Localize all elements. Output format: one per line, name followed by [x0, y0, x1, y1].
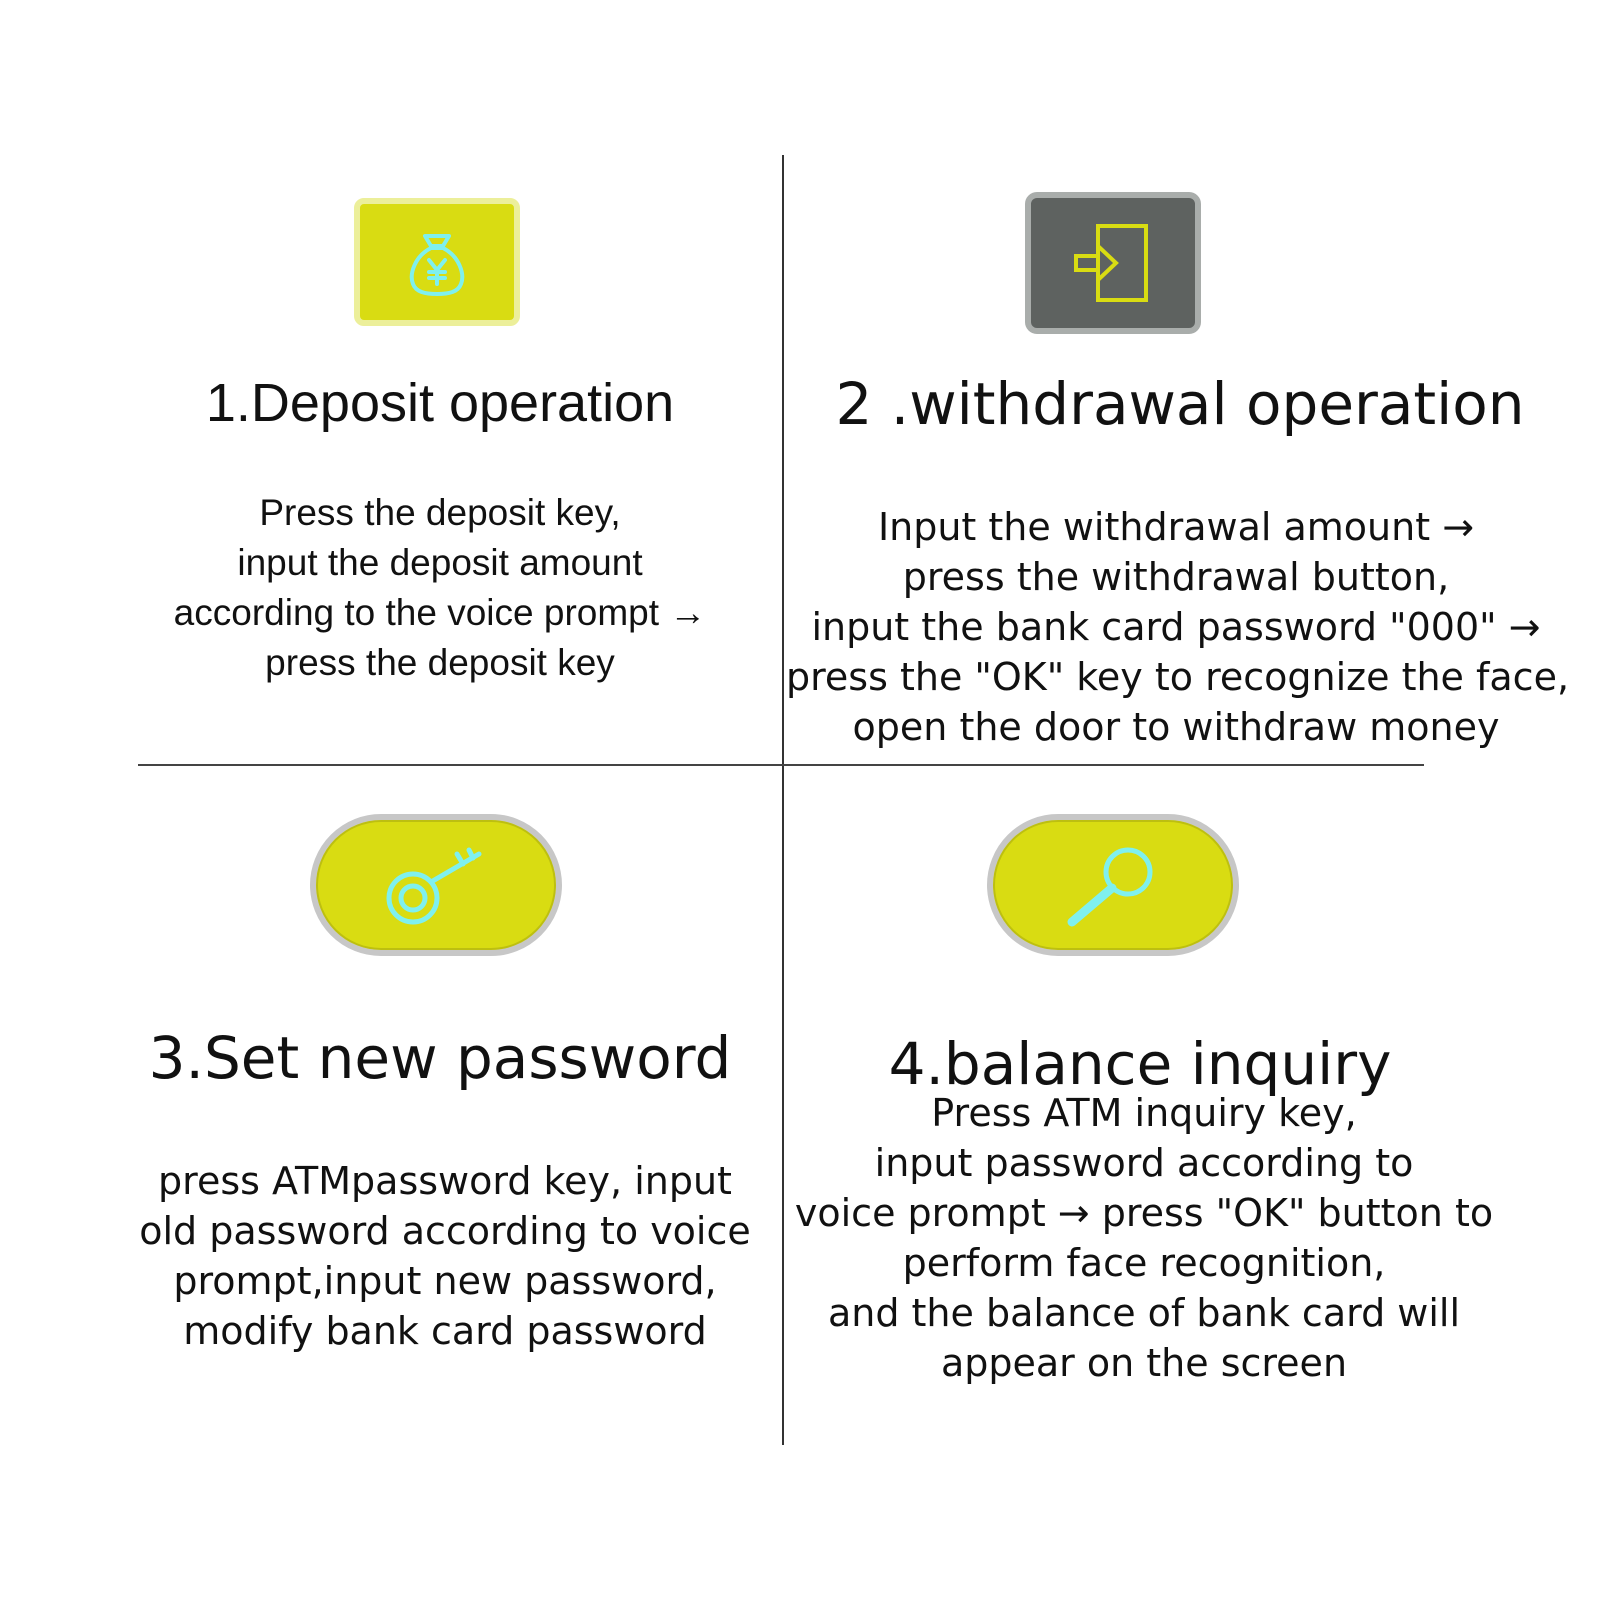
inquiry-line: input password according to [874, 1141, 1414, 1185]
password-title: 3.Set new password [148, 1024, 732, 1092]
magnifier-icon [1058, 840, 1168, 930]
deposit-line: according to the voice prompt → [173, 592, 707, 633]
deposit-title: 1.Deposit operation [205, 373, 675, 433]
withdrawal-description [786, 502, 1570, 752]
inquiry-line: voice prompt → press "OK" button to [794, 1191, 1494, 1235]
deposit-line: press the deposit key [265, 642, 615, 683]
deposit-line: Press the deposit key, [259, 492, 621, 533]
inquiry-line: appear on the screen [940, 1341, 1348, 1385]
key-icon [381, 840, 491, 930]
money-bag-yen-icon [397, 222, 477, 302]
horizontal-divider [138, 764, 1424, 766]
password-line: press ATMpassword key, input [158, 1159, 732, 1203]
inquiry-description [784, 1088, 1504, 1388]
password-line: prompt,input new password, [173, 1259, 717, 1303]
password-description [120, 1156, 770, 1356]
inquiry-title: 4.balance inquiry [888, 1030, 1392, 1098]
withdrawal-line: press the "OK" key to recognize the face, [786, 655, 1570, 699]
deposit-key-button[interactable] [354, 198, 520, 326]
inquiry-line: perform face recognition, [902, 1241, 1386, 1285]
deposit-line: input the deposit amount [237, 542, 643, 583]
password-line: modify bank card password [183, 1309, 707, 1353]
withdrawal-line: open the door to withdraw money [852, 705, 1500, 749]
password-key-button[interactable] [310, 814, 562, 956]
withdrawal-line: press the withdrawal button, [902, 555, 1450, 599]
password-line: old password according to voice [139, 1209, 751, 1253]
inquiry-line: Press ATM inquiry key, [931, 1091, 1357, 1135]
withdrawal-title: 2 .withdrawal operation [835, 370, 1525, 438]
withdrawal-line: input the bank card password "000" → [811, 605, 1541, 649]
inquiry-key-button[interactable] [987, 814, 1239, 956]
enter-door-icon [1068, 218, 1158, 308]
withdrawal-key-button[interactable] [1025, 192, 1201, 334]
withdrawal-line: Input the withdrawal amount → [877, 505, 1475, 549]
inquiry-line: and the balance of bank card will [827, 1291, 1461, 1335]
deposit-description [120, 488, 760, 688]
